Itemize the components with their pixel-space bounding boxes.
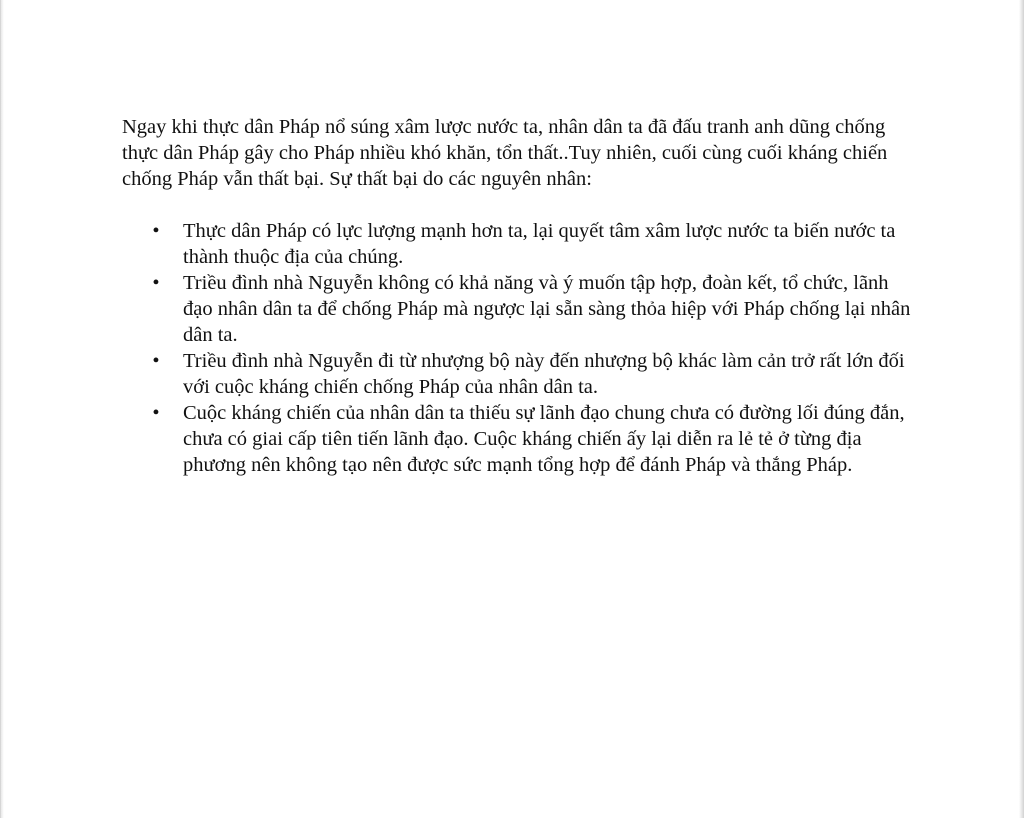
bullet-icon: • <box>152 272 160 294</box>
reasons-list <box>122 218 912 478</box>
bullet-icon: • <box>152 350 160 372</box>
list-item-text: Triều đình nhà Nguyễn không có khả năng và ý muốn tập hợp, đoàn kết, tổ chức, lãnh đạo nhân dân ta để chống Pháp mà ngược lại sẵn sàng thỏa hiệp với Pháp chống lại nhân dân ta. <box>183 272 911 346</box>
bullet-icon: • <box>152 402 160 424</box>
bullet-icon: • <box>152 220 160 242</box>
list-item <box>152 400 912 478</box>
list-item-text: Thực dân Pháp có lực lượng mạnh hơn ta, lại quyết tâm xâm lược nước ta biến nước ta thành thuộc địa của chúng. <box>183 220 896 268</box>
intro-paragraph: Ngay khi thực dân Pháp nổ súng xâm lược nước ta, nhân dân ta đã đấu tranh anh dũng chống thực dân Pháp gây cho Pháp nhiều khó khăn, tổn thất..Tuy nhiên, cuối cùng cuối kháng chiến chống Pháp vẫn thất bại. Sự thất bại do các nguyên nhân: <box>122 116 888 190</box>
list-item <box>152 348 912 400</box>
list-item-text: Cuộc kháng chiến của nhân dân ta thiếu sự lãnh đạo chung chưa có đường lối đúng đắn, chưa có giai cấp tiên tiến lãnh đạo. Cuộc kháng chiến ấy lại diễn ra lẻ tẻ ở từng địa phương nên không tạo nên được sức mạnh tổng hợp để đánh Pháp và thắng Pháp. <box>183 402 905 476</box>
list-item <box>152 270 912 348</box>
document-body <box>122 114 912 478</box>
list-item <box>152 218 912 270</box>
list-item-text: Triều đình nhà Nguyễn đi từ nhượng bộ này đến nhượng bộ khác làm cản trở rất lớn đối với cuộc kháng chiến chống Pháp của nhân dân ta. <box>183 350 905 398</box>
